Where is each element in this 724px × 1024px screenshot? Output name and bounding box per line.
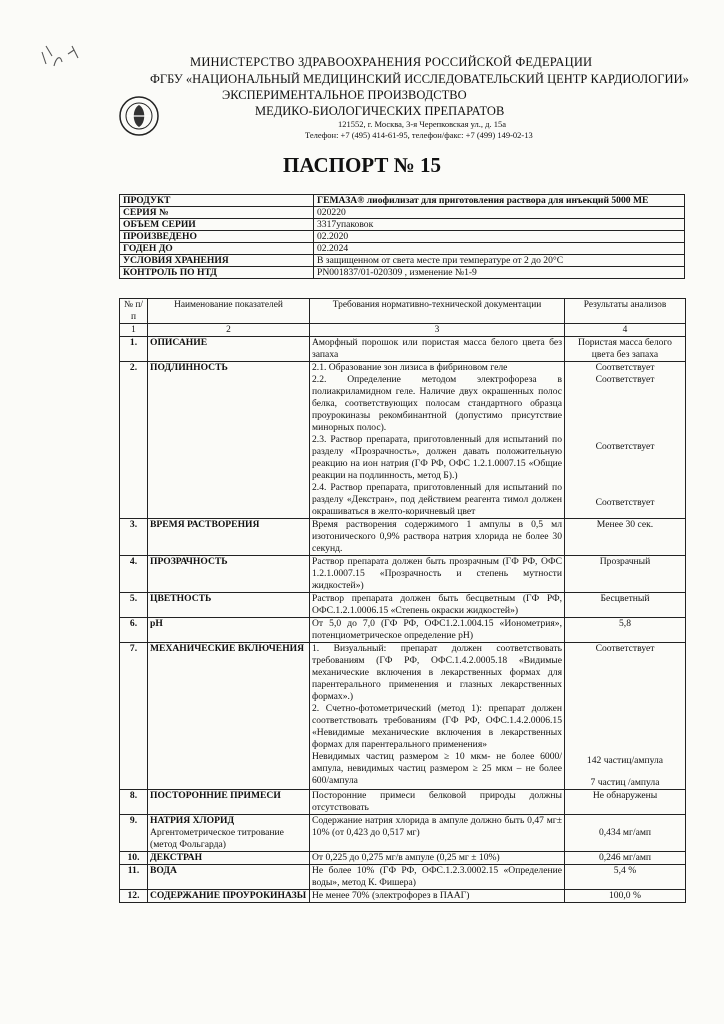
- row-number: 9.: [120, 815, 148, 852]
- result-item: Соответствует: [595, 497, 655, 508]
- table-row: [120, 790, 686, 815]
- row-name: ПОСТОРОННИЕ ПРИМЕСИ: [148, 790, 310, 815]
- row-number: 8.: [120, 790, 148, 815]
- row-number: 10.: [120, 852, 148, 865]
- row-name: ПОДЛИННОСТЬ: [148, 362, 310, 519]
- row-number: 4.: [120, 556, 148, 593]
- row-requirement: Не менее 70% (электрофорез в ПААГ): [310, 890, 565, 903]
- handwritten-mark-icon: [38, 42, 98, 80]
- row-name: pH: [148, 618, 310, 643]
- table-row: [120, 362, 686, 519]
- row-name: ОПИСАНИЕ: [148, 337, 310, 362]
- product-info-table: [119, 194, 685, 279]
- requirement-item: 2.3. Раствор препарата, приготовленный для испытаний по разделу «Прозрачность», должен давать положительную реакцию на ион натрия (ГФ РФ, ОФС 1.2.1.0007.15 «Общие реакции на подлинность, метод Б).): [312, 434, 562, 481]
- table-row: [120, 865, 686, 890]
- info-key: СЕРИЯ №: [120, 207, 314, 219]
- table-row: [120, 643, 686, 790]
- row-number: 12.: [120, 890, 148, 903]
- row-name: ДЕКСТРАН: [148, 852, 310, 865]
- row-number: 1.: [120, 337, 148, 362]
- info-row: [120, 243, 685, 255]
- info-row: [120, 267, 685, 279]
- column-index: 2: [148, 324, 310, 337]
- row-number: 7.: [120, 643, 148, 790]
- info-value: PN001837/01-020309 , изменение №1-9: [314, 267, 685, 279]
- row-result: Пористая масса белого цвета без запаха: [565, 337, 686, 362]
- header-address: 121552, г. Москва, 3-я Черепковская ул., д. 15а: [338, 119, 506, 129]
- info-key: КОНТРОЛЬ ПО НТД: [120, 267, 314, 279]
- header-number: № п/п: [120, 299, 148, 324]
- table-row: [120, 519, 686, 556]
- row-result: Менее 30 сек.: [565, 519, 686, 556]
- column-index: 3: [310, 324, 565, 337]
- info-value: В защищенном от света месте при температуре от 2 до 20°С: [314, 255, 685, 267]
- result-item: 7 частиц /ампула: [590, 777, 660, 788]
- column-index: 4: [565, 324, 686, 337]
- result-item: Соответствует: [595, 441, 655, 452]
- row-number: 2.: [120, 362, 148, 519]
- header-production: ЭКСПЕРИМЕНТАЛЬНОЕ ПРОИЗВОДСТВО: [222, 88, 467, 102]
- header-institution: ФГБУ «НАЦИОНАЛЬНЫЙ МЕДИЦИНСКИЙ ИССЛЕДОВАТЕЛЬСКИЙ ЦЕНТР КАРДИОЛОГИИ»: [150, 72, 689, 86]
- table-row: [120, 618, 686, 643]
- row-result: Не обнаружены: [565, 790, 686, 815]
- row-result: 5,4 %: [565, 865, 686, 890]
- row-name: ВОДА: [148, 865, 310, 890]
- row-name-cell: [148, 815, 310, 852]
- info-key: ПРОДУКТ: [120, 195, 314, 207]
- row-result: 0,434 мг/амп: [565, 815, 686, 852]
- info-row: [120, 207, 685, 219]
- header-results: Результаты анализов: [565, 299, 686, 324]
- requirement-item: 2.1. Образование зон лизиса в фибриновом геле: [312, 362, 508, 373]
- row-requirement: Не более 10% (ГФ РФ, ОФС.1.2.3.0002.15 «Определение воды», метод К. Фишера): [310, 865, 565, 890]
- row-subtitle: Аргентометрическое титрование (метод Фольгарда): [150, 827, 284, 850]
- row-number: 3.: [120, 519, 148, 556]
- info-key: ОБЪЕМ СЕРИИ: [120, 219, 314, 231]
- row-result: [565, 362, 686, 519]
- row-requirement: Время растворения содержимого 1 ампулы в 0,5 мл изотонического 0,9% раствора натрия хлорида не более 30 секунд.: [310, 519, 565, 556]
- info-key: ПРОИЗВЕДЕНО: [120, 231, 314, 243]
- table-row: [120, 593, 686, 618]
- info-row: [120, 255, 685, 267]
- row-requirement: Аморфный порошок или пористая масса белого цвета без запаха: [310, 337, 565, 362]
- table-row: [120, 556, 686, 593]
- row-name: ЦВЕТНОСТЬ: [148, 593, 310, 618]
- column-index-row: [120, 324, 686, 337]
- info-key: ГОДЕН ДО: [120, 243, 314, 255]
- row-requirement: Посторонние примеси белковой природы должны отсутствовать: [310, 790, 565, 815]
- row-name: НАТРИЯ ХЛОРИД: [150, 815, 235, 826]
- info-value: 3317упаковок: [314, 219, 685, 231]
- table-row: [120, 852, 686, 865]
- row-name: ВРЕМЯ РАСТВОРЕНИЯ: [148, 519, 310, 556]
- row-name: ПРОЗРАЧНОСТЬ: [148, 556, 310, 593]
- info-key: УСЛОВИЯ ХРАНЕНИЯ: [120, 255, 314, 267]
- requirement-item: Невидимых частиц размером ≥ 10 мкм- не более 6000/ампула, невидимых частиц размером ≥ 25 мкм – не более 600/ампула: [312, 751, 562, 786]
- row-requirement: От 5,0 до 7,0 (ГФ РФ, ОФС1.2.1.004.15 «Ионометрия», потенциометрическое определение pH): [310, 618, 565, 643]
- header-department: МЕДИКО-БИОЛОГИЧЕСКИХ ПРЕПАРАТОВ: [255, 104, 505, 118]
- row-name: СОДЕРЖАНИЕ ПРОУРОКИНАЗЫ: [148, 890, 310, 903]
- requirement-item: 2. Счетно-фотометрический (метод 1): препарат должен соответствовать требованиям (ГФ РФ, ОФС.1.4.2.0006.15 «Невидимые механические включения в лекарственных формах для парентерального применения»: [312, 703, 562, 750]
- row-result: 100,0 %: [565, 890, 686, 903]
- info-row: [120, 195, 685, 207]
- header-phones: Телефон: +7 (495) 414-61-95, телефон/факс: +7 (499) 149-02-13: [305, 130, 533, 140]
- row-result: [565, 643, 686, 790]
- row-result: 5,8: [565, 618, 686, 643]
- analysis-table: [119, 298, 686, 903]
- row-requirement: [310, 362, 565, 519]
- info-value: ГЕМАЗА® лиофилизат для приготовления раствора для инъекций 5000 МЕ: [314, 195, 685, 207]
- row-number: 11.: [120, 865, 148, 890]
- row-number: 5.: [120, 593, 148, 618]
- requirement-item: 1. Визуальный: препарат должен соответствовать требованиям (ГФ РФ, ОФС.1.4.2.0005.18 «Видимые механические включения в лекарственных формах для парентерального применения и глазных лекарственных формах».): [312, 643, 562, 702]
- header-name: Наименование показателей: [148, 299, 310, 324]
- result-item: Соответствует: [595, 374, 655, 385]
- document-title: ПАСПОРТ № 15: [283, 153, 441, 177]
- requirement-item: 2.2. Определение методом электрофореза в полиакриламидном геле. Наличие двух окрашенных полос белка, соответствующих полосам стандартного образца проурокиназы рекомбинантной (допустимо присутствие минорных полос).: [312, 374, 562, 433]
- row-result: 0,246 мг/амп: [565, 852, 686, 865]
- row-requirement: От 0,225 до 0,275 мг/в ампуле (0,25 мг ± 10%): [310, 852, 565, 865]
- result-item: Соответствует: [595, 362, 655, 373]
- row-number: 6.: [120, 618, 148, 643]
- row-requirement: Содержание натрия хлорида в ампуле должно быть 0,47 мг± 10% (от 0,423 до 0,517 мг): [310, 815, 565, 852]
- row-result: Бесцветный: [565, 593, 686, 618]
- column-index: 1: [120, 324, 148, 337]
- institution-logo-icon: [118, 95, 160, 137]
- table-header-row: [120, 299, 686, 324]
- row-result: Прозрачный: [565, 556, 686, 593]
- info-value: 02.2024: [314, 243, 685, 255]
- info-row: [120, 219, 685, 231]
- row-requirement: Раствор препарата должен быть бесцветным (ГФ РФ, ОФС.1.2.1.0006.15 «Степень окраски жидкостей»): [310, 593, 565, 618]
- result-item: Соответствует: [595, 643, 655, 654]
- table-row: [120, 815, 686, 852]
- info-row: [120, 231, 685, 243]
- result-item: 142 частиц/ампула: [586, 755, 664, 766]
- table-row: [120, 890, 686, 903]
- table-row: [120, 337, 686, 362]
- row-name: МЕХАНИЧЕСКИЕ ВКЛЮЧЕНИЯ: [148, 643, 310, 790]
- info-value: 02.2020: [314, 231, 685, 243]
- header-ministry: МИНИСТЕРСТВО ЗДРАВООХРАНЕНИЯ РОССИЙСКОЙ ФЕДЕРАЦИИ: [190, 55, 593, 69]
- requirement-item: 2.4. Раствор препарата, приготовленный для испытаний по разделу «Декстран», под действием реагента тимол должен окрашиваться в желто-коричневый цвет: [312, 482, 562, 517]
- row-requirement: Раствор препарата должен быть прозрачным (ГФ РФ, ОФС 1.2.1.0007.15 «Прозрачность и степень мутности жидкостей»): [310, 556, 565, 593]
- info-value: 020220: [314, 207, 685, 219]
- row-requirement: [310, 643, 565, 790]
- header-requirements: Требования нормативно-технической документации: [310, 299, 565, 324]
